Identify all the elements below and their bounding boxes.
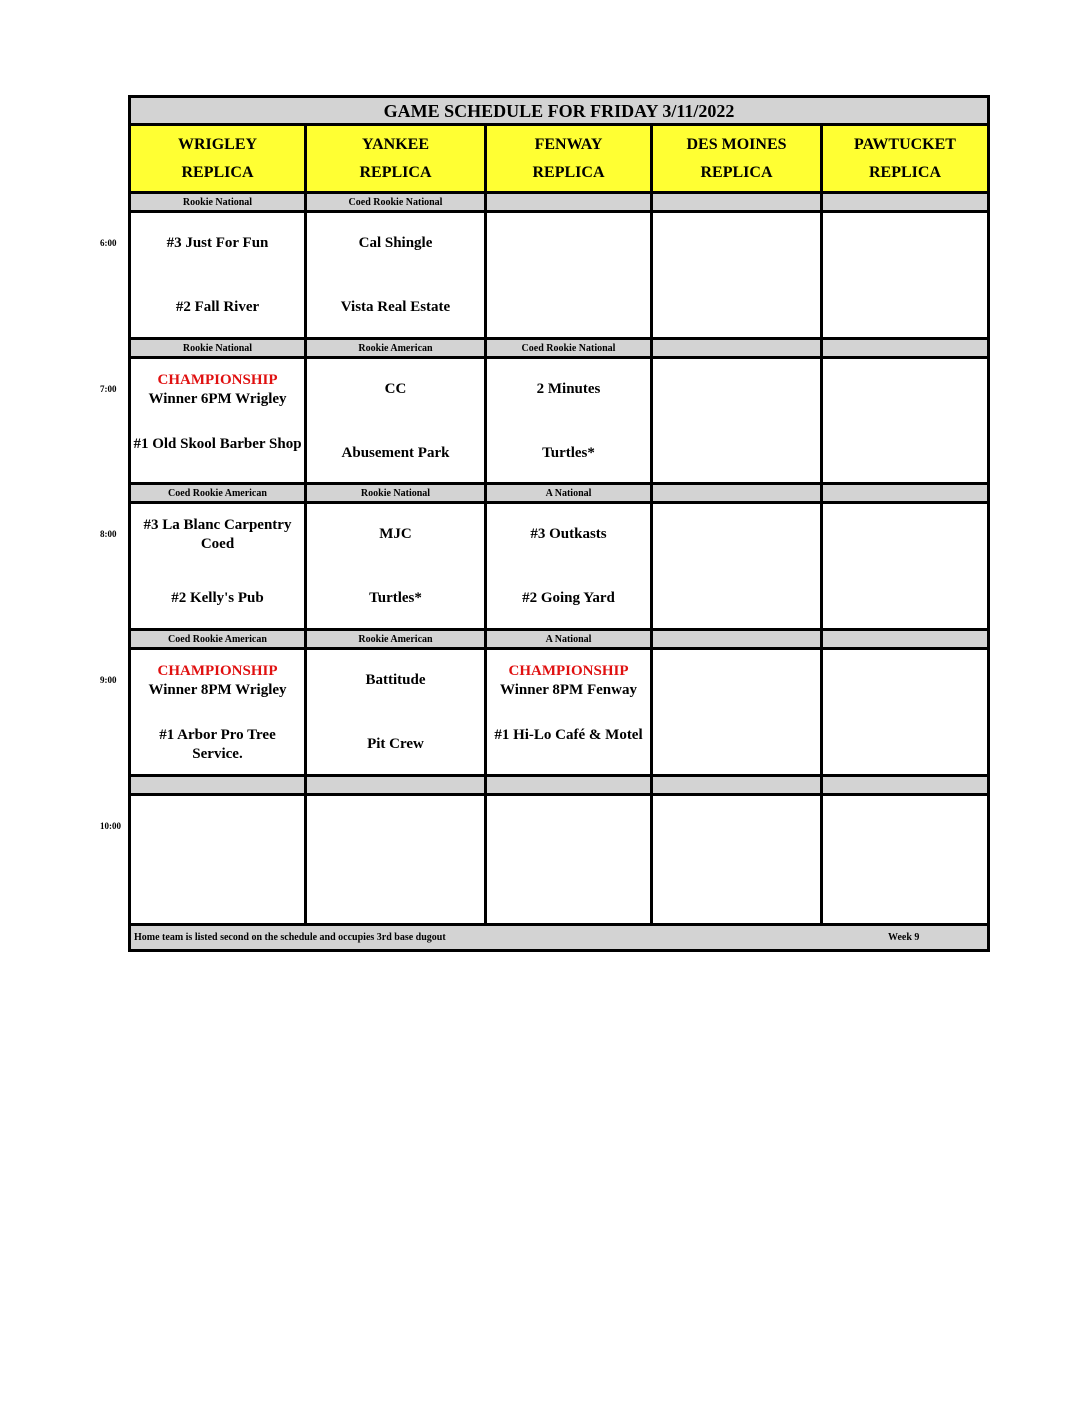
division-label: Rookie American <box>307 631 484 647</box>
park-header-3 <box>487 126 650 194</box>
week-label: Week 9 <box>888 932 920 943</box>
game-cell <box>823 359 987 483</box>
park-name: YANKEE <box>362 136 429 153</box>
home-team: Turtles* <box>542 445 595 461</box>
away-team: CC <box>384 381 407 397</box>
time-label: 8:00 <box>100 529 117 539</box>
home-team: #1 Arbor Pro Tree Service. <box>159 727 276 762</box>
park-name: WRIGLEY <box>177 136 258 153</box>
time-label: 9:00 <box>100 675 117 685</box>
home-team: Pit Crew <box>367 736 424 752</box>
game-cell <box>653 650 820 774</box>
away-team-block <box>489 525 648 544</box>
park-subtitle: REPLICA <box>181 164 254 181</box>
division-label: A National <box>487 485 650 501</box>
schedule-title: GAME SCHEDULE FOR FRIDAY 3/11/2022 <box>131 98 987 126</box>
away-team-block <box>133 371 302 409</box>
division-label <box>653 485 820 501</box>
division-label <box>131 777 304 793</box>
game-cell <box>307 650 484 774</box>
game-cell <box>131 504 304 628</box>
away-team: Winner 8PM Wrigley <box>148 682 287 698</box>
home-team: Turtles* <box>369 590 422 606</box>
time-label: 10:00 <box>100 821 121 831</box>
division-label <box>487 777 650 793</box>
game-cell <box>131 650 304 774</box>
home-team: #2 Fall River <box>175 299 260 315</box>
away-team: Winner 8PM Fenway <box>500 682 637 698</box>
game-cell <box>487 650 650 774</box>
division-label <box>653 194 820 210</box>
division-label <box>487 194 650 210</box>
division-label <box>823 485 987 501</box>
time-label: 6:00 <box>100 238 117 248</box>
game-cell <box>487 213 650 337</box>
away-team-block <box>489 662 648 700</box>
park-subtitle: REPLICA <box>359 164 432 181</box>
game-cell <box>487 359 650 483</box>
division-label: Coed Rookie American <box>131 631 304 647</box>
away-team: #3 Just For Fun <box>166 235 269 251</box>
home-team: Vista Real Estate <box>340 299 451 315</box>
park-header-1 <box>131 126 304 194</box>
away-team-block <box>309 671 482 690</box>
away-team-block <box>309 380 482 399</box>
home-team: Abusement Park <box>341 445 450 461</box>
game-cell <box>653 504 820 628</box>
game-cell <box>307 504 484 628</box>
away-team-block <box>309 234 482 253</box>
game-cell <box>487 796 650 920</box>
away-team: Battitude <box>365 672 426 688</box>
division-label: Rookie National <box>307 485 484 501</box>
time-label: 7:00 <box>100 384 117 394</box>
column-divider <box>484 126 487 926</box>
park-header-4 <box>653 126 820 194</box>
game-cell <box>653 213 820 337</box>
home-team: #2 Kelly's Pub <box>171 590 264 606</box>
division-label <box>307 777 484 793</box>
home-team: #2 Going Yard <box>522 590 615 606</box>
away-team-block <box>309 525 482 544</box>
division-label: Coed Rookie National <box>307 194 484 210</box>
division-label: Coed Rookie American <box>131 485 304 501</box>
column-divider <box>820 126 823 926</box>
away-team-block <box>133 516 302 554</box>
away-team: MJC <box>379 526 412 542</box>
park-name: FENWAY <box>534 136 603 153</box>
division-label <box>823 777 987 793</box>
park-header-5 <box>823 126 987 194</box>
championship-label: CHAMPIONSHIP <box>157 372 278 388</box>
home-team: #1 Hi-Lo Café & Motel <box>494 727 643 743</box>
schedule-footer <box>131 923 987 949</box>
division-label: Coed Rookie National <box>487 340 650 356</box>
away-team: #3 La Blanc Carpentry Coed <box>143 517 292 552</box>
away-team: 2 Minutes <box>536 381 601 397</box>
championship-label: CHAMPIONSHIP <box>508 663 629 679</box>
division-label <box>823 631 987 647</box>
division-label <box>823 340 987 356</box>
game-cell <box>823 650 987 774</box>
game-cell <box>823 504 987 628</box>
game-cell <box>653 796 820 920</box>
column-divider <box>650 126 653 926</box>
game-cell <box>307 213 484 337</box>
division-label: Rookie National <box>131 340 304 356</box>
division-label <box>653 340 820 356</box>
game-cell <box>131 796 304 920</box>
away-team-block <box>133 234 302 253</box>
game-cell <box>307 796 484 920</box>
division-label: Rookie American <box>307 340 484 356</box>
division-label <box>653 777 820 793</box>
park-name: PAWTUCKET <box>854 136 956 153</box>
park-header-2 <box>307 126 484 194</box>
column-divider <box>304 126 307 926</box>
away-team: #3 Outkasts <box>530 526 607 542</box>
game-cell <box>653 359 820 483</box>
home-team: #1 Old Skool Barber Shop <box>133 436 302 452</box>
game-cell <box>823 213 987 337</box>
park-subtitle: REPLICA <box>700 164 773 181</box>
away-team: Cal Shingle <box>358 235 433 251</box>
game-cell <box>131 359 304 483</box>
park-name: DES MOINES <box>686 136 787 153</box>
division-label: Rookie National <box>131 194 304 210</box>
schedule-table <box>128 95 990 952</box>
game-cell <box>131 213 304 337</box>
division-label <box>823 194 987 210</box>
park-subtitle: REPLICA <box>868 164 941 181</box>
park-subtitle: REPLICA <box>532 164 605 181</box>
away-team-block <box>133 662 302 700</box>
game-cell <box>823 796 987 920</box>
game-cell <box>307 359 484 483</box>
game-cell <box>487 504 650 628</box>
away-team-block <box>489 380 648 399</box>
away-team: Winner 6PM Wrigley <box>148 391 287 407</box>
division-label: A National <box>487 631 650 647</box>
championship-label: CHAMPIONSHIP <box>157 663 278 679</box>
home-team-note: Home team is listed second on the schedule and occupies 3rd base dugout <box>134 932 446 943</box>
division-label <box>653 631 820 647</box>
